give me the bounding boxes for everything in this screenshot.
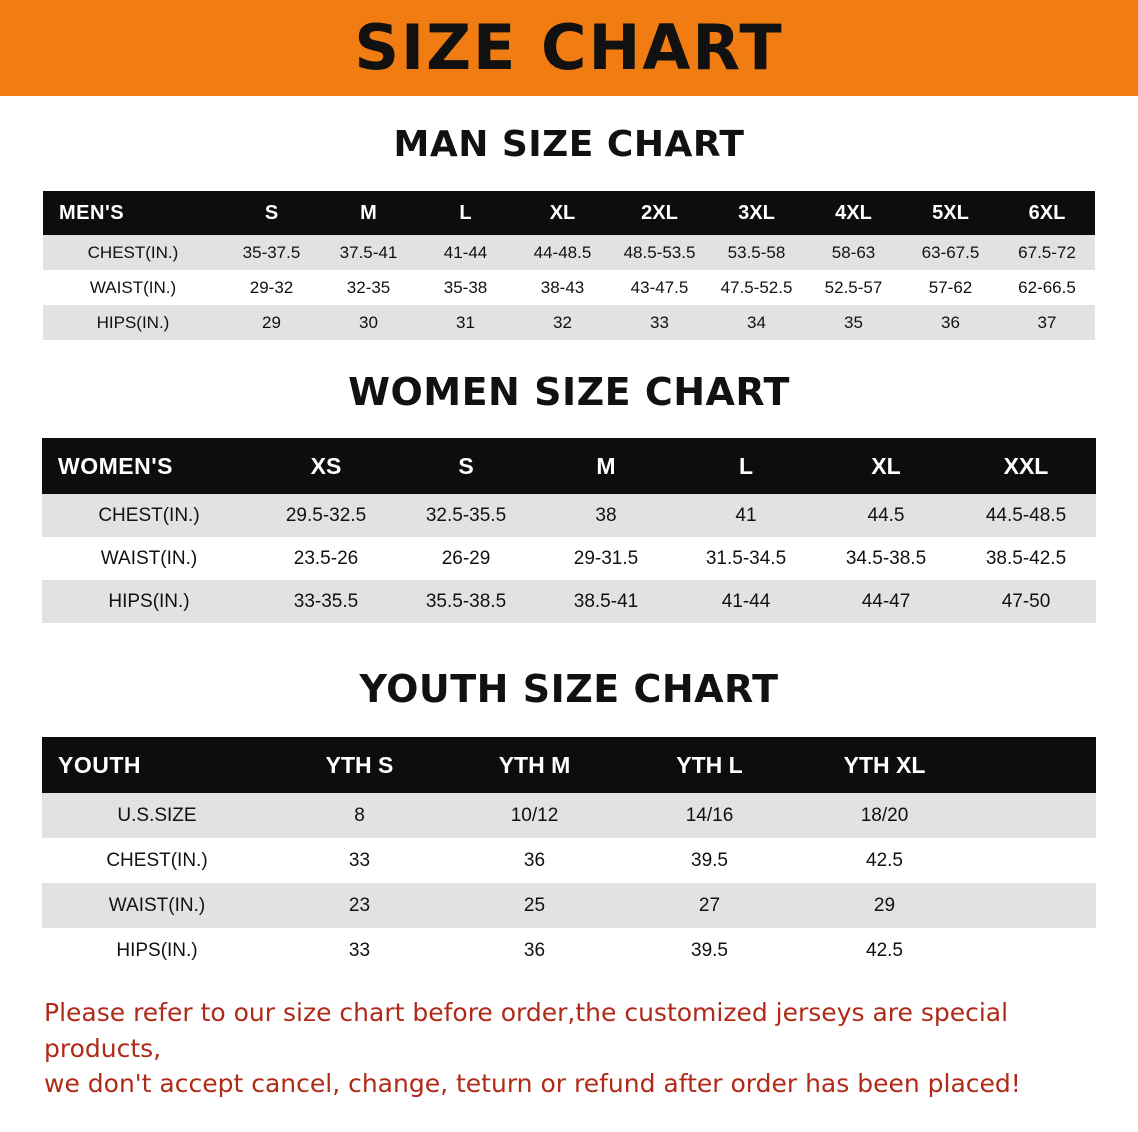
footer-note-line-1: Please refer to our size chart before order,the customized jerseys are special products, [44, 998, 1009, 1063]
women-col-5: XL [816, 438, 956, 494]
women-waist-3: 29-31.5 [536, 537, 676, 580]
table-row [42, 793, 1096, 838]
women-table-wrapper [0, 438, 1138, 623]
men-col-6: 3XL [708, 191, 805, 235]
youth-col-1: YTH S [272, 737, 447, 793]
youth-row-label-ussize: U.S.SIZE [42, 793, 272, 838]
men-hips-3: 31 [417, 305, 514, 340]
youth-row-label-chest: CHEST(IN.) [42, 838, 272, 883]
youth-col-spacer [972, 737, 1096, 793]
men-hips-2: 30 [320, 305, 417, 340]
table-row [42, 928, 1096, 973]
women-col-6: XXL [956, 438, 1096, 494]
youth-col-2: YTH M [447, 737, 622, 793]
table-header-row [42, 438, 1096, 494]
youth-hips-1: 33 [272, 928, 447, 973]
women-chest-3: 38 [536, 494, 676, 537]
youth-waist-1: 23 [272, 883, 447, 928]
table-row [42, 537, 1096, 580]
youth-ussize-1: 8 [272, 793, 447, 838]
men-hips-6: 34 [708, 305, 805, 340]
men-col-4: XL [514, 191, 611, 235]
youth-ussize-4: 18/20 [797, 793, 972, 838]
table-header-row [42, 737, 1096, 793]
youth-chest-3: 39.5 [622, 838, 797, 883]
men-row-label-waist: WAIST(IN.) [43, 270, 223, 305]
women-col-4: L [676, 438, 816, 494]
youth-section-title: YOUTH SIZE CHART [359, 667, 779, 711]
youth-size-table [42, 737, 1096, 973]
men-row-label-hips: HIPS(IN.) [43, 305, 223, 340]
women-waist-4: 31.5-34.5 [676, 537, 816, 580]
men-hips-8: 36 [902, 305, 999, 340]
women-waist-2: 26-29 [396, 537, 536, 580]
women-header-label: WOMEN'S [42, 438, 256, 494]
men-hips-5: 33 [611, 305, 708, 340]
youth-col-3: YTH L [622, 737, 797, 793]
youth-col-4: YTH XL [797, 737, 972, 793]
women-row-label-hips: HIPS(IN.) [42, 580, 256, 623]
men-waist-9: 62-66.5 [999, 270, 1095, 305]
youth-table-wrapper [0, 737, 1138, 973]
youth-chest-4: 42.5 [797, 838, 972, 883]
youth-row-spacer [972, 883, 1096, 928]
men-col-3: L [417, 191, 514, 235]
youth-chest-1: 33 [272, 838, 447, 883]
women-waist-6: 38.5-42.5 [956, 537, 1096, 580]
men-chest-4: 44-48.5 [514, 235, 611, 270]
youth-hips-3: 39.5 [622, 928, 797, 973]
women-hips-1: 33-35.5 [256, 580, 396, 623]
youth-hips-4: 42.5 [797, 928, 972, 973]
men-col-9: 6XL [999, 191, 1095, 235]
men-col-1: S [223, 191, 320, 235]
table-row [42, 494, 1096, 537]
men-chest-6: 53.5-58 [708, 235, 805, 270]
youth-row-spacer [972, 838, 1096, 883]
youth-row-label-hips: HIPS(IN.) [42, 928, 272, 973]
women-hips-5: 44-47 [816, 580, 956, 623]
youth-ussize-3: 14/16 [622, 793, 797, 838]
men-header-label: MEN'S [43, 191, 223, 235]
men-col-2: M [320, 191, 417, 235]
men-hips-7: 35 [805, 305, 902, 340]
men-hips-1: 29 [223, 305, 320, 340]
women-section-title: WOMEN SIZE CHART [348, 370, 790, 414]
page-title: SIZE CHART [354, 11, 784, 84]
men-hips-4: 32 [514, 305, 611, 340]
men-chest-7: 58-63 [805, 235, 902, 270]
footer-note [44, 995, 1104, 1102]
women-row-label-chest: CHEST(IN.) [42, 494, 256, 537]
youth-row-spacer [972, 928, 1096, 973]
women-row-label-waist: WAIST(IN.) [42, 537, 256, 580]
women-hips-2: 35.5-38.5 [396, 580, 536, 623]
table-row [42, 838, 1096, 883]
table-row [43, 305, 1095, 340]
women-hips-3: 38.5-41 [536, 580, 676, 623]
men-chest-5: 48.5-53.5 [611, 235, 708, 270]
men-col-5: 2XL [611, 191, 708, 235]
man-size-table [43, 191, 1095, 340]
footer-note-line-2: we don't accept cancel, change, teturn or refund after order has been placed! [44, 1069, 1021, 1098]
man-table-wrapper [0, 191, 1138, 340]
men-waist-2: 32-35 [320, 270, 417, 305]
men-chest-3: 41-44 [417, 235, 514, 270]
table-row [43, 270, 1095, 305]
women-hips-4: 41-44 [676, 580, 816, 623]
youth-row-spacer [972, 793, 1096, 838]
page-banner [0, 0, 1138, 96]
women-col-3: M [536, 438, 676, 494]
table-row [43, 235, 1095, 270]
men-chest-8: 63-67.5 [902, 235, 999, 270]
women-waist-1: 23.5-26 [256, 537, 396, 580]
men-hips-9: 37 [999, 305, 1095, 340]
men-chest-2: 37.5-41 [320, 235, 417, 270]
men-waist-5: 43-47.5 [611, 270, 708, 305]
men-waist-7: 52.5-57 [805, 270, 902, 305]
men-chest-1: 35-37.5 [223, 235, 320, 270]
men-waist-3: 35-38 [417, 270, 514, 305]
women-col-2: S [396, 438, 536, 494]
youth-row-label-waist: WAIST(IN.) [42, 883, 272, 928]
women-chest-2: 32.5-35.5 [396, 494, 536, 537]
men-waist-8: 57-62 [902, 270, 999, 305]
youth-chest-2: 36 [447, 838, 622, 883]
men-waist-1: 29-32 [223, 270, 320, 305]
youth-waist-2: 25 [447, 883, 622, 928]
youth-header-label: YOUTH [42, 737, 272, 793]
men-chest-9: 67.5-72 [999, 235, 1095, 270]
table-row [42, 883, 1096, 928]
women-size-table [42, 438, 1096, 623]
men-row-label-chest: CHEST(IN.) [43, 235, 223, 270]
men-col-7: 4XL [805, 191, 902, 235]
women-chest-5: 44.5 [816, 494, 956, 537]
youth-waist-3: 27 [622, 883, 797, 928]
man-section-title: MAN SIZE CHART [393, 124, 745, 165]
youth-ussize-2: 10/12 [447, 793, 622, 838]
women-hips-6: 47-50 [956, 580, 1096, 623]
youth-hips-2: 36 [447, 928, 622, 973]
table-row [42, 580, 1096, 623]
women-chest-6: 44.5-48.5 [956, 494, 1096, 537]
men-waist-4: 38-43 [514, 270, 611, 305]
women-chest-4: 41 [676, 494, 816, 537]
men-waist-6: 47.5-52.5 [708, 270, 805, 305]
women-col-1: XS [256, 438, 396, 494]
men-col-8: 5XL [902, 191, 999, 235]
youth-waist-4: 29 [797, 883, 972, 928]
table-header-row [43, 191, 1095, 235]
women-chest-1: 29.5-32.5 [256, 494, 396, 537]
women-waist-5: 34.5-38.5 [816, 537, 956, 580]
